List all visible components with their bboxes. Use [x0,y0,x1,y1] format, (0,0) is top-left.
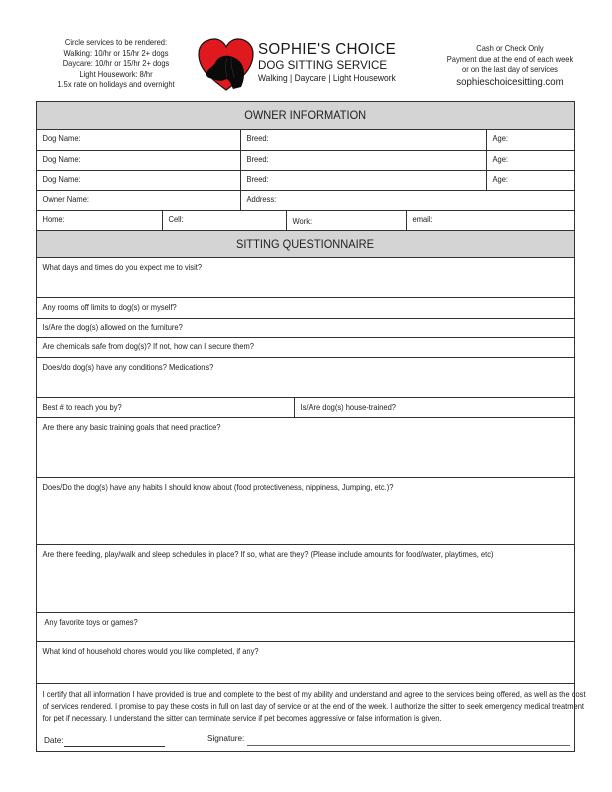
question-household-chores[interactable] [37,642,574,684]
breed-field[interactable] [241,171,487,190]
services-line: Walking: 10/hr or 15/hr 2+ dogs [63,48,169,58]
payment-line: Payment due at the end of each week [446,54,574,64]
question-label: Best # to reach you by? [42,403,122,412]
question-label: Any rooms off limits to dog(s) or myself? [42,303,177,312]
age-field[interactable] [487,130,574,150]
dog-name-label: Dog Name: [42,175,81,184]
brand-title: SOPHIE'S CHOICE [258,41,397,58]
age-field[interactable] [487,151,574,170]
services-line: Light Housework: 8/hr [79,69,153,79]
payment-line: or on the last day of services [462,65,558,75]
dog-name-field[interactable] [37,151,241,170]
website-link[interactable]: sophieschoicesitting.com [456,75,564,88]
work-phone-field[interactable] [287,211,407,230]
brand-block [258,41,418,84]
certification-text: I certify that all information I have provided is true and complete to the best of my ability and understand and agree to the services being offered, as well as the cost of services rendered. I promise to pay these costs in full on last day of service or at the end of the week. I authorize the sitter to seek emergency medical treatment for pet if necessary. I understand the sitter can terminate service if pet becomes aggressive or false information is given. [42,690,586,724]
section-title: SITTING QUESTIONNAIRE [236,237,375,251]
question-label: Is/Are the dog(s) allowed on the furniture? [42,323,183,332]
owner-row [37,191,574,211]
question-habits[interactable] [37,478,574,545]
services-line: Circle services to be rendered: [64,38,168,47]
intake-form [36,101,586,752]
section-title: OWNER INFORMATION [244,108,367,122]
question-label: Are there any basic training goals that need practice? [42,423,221,432]
services-rates [42,38,189,91]
age-label: Age: [492,175,509,184]
payment-info [427,44,593,89]
breed-field[interactable] [241,130,487,150]
question-label: Are there feeding, play/walk and sleep schedules in place? If so, what are they? (Please include amounts for food/water, playtimes, etc) [42,550,494,559]
sitting-questionnaire-header [37,231,574,258]
cell-label: Cell: [168,215,184,224]
contact-row [37,211,574,231]
question-label: Does/Do the dog(s) have any habits I should know about (food protectiveness, nippiness, Jumping, etc.)? [42,483,394,492]
house-trained-field[interactable] [295,398,574,417]
question-schedules[interactable] [37,545,574,613]
brand-tagline: Walking | Daycare | Light Housework [258,72,396,83]
dog-row [37,171,574,191]
question-label: Is/Are dog(s) house-trained? [300,403,396,412]
question-chemicals[interactable] [37,338,574,358]
question-visit-times[interactable] [37,258,574,298]
dog-row [37,130,574,151]
age-field[interactable] [487,171,574,190]
address-label: Address: [246,195,277,204]
owner-name-field[interactable] [37,191,241,210]
question-label: Are chemicals safe from dog(s)? If not, how can I secure them? [42,342,254,351]
address-field[interactable] [241,191,574,210]
home-phone-field[interactable] [37,211,163,230]
heart-dog-icon [197,37,255,93]
contact-housetrained-row [37,398,574,418]
dog-name-label: Dog Name: [42,155,81,164]
breed-label: Breed: [246,134,269,143]
question-rooms-off-limits[interactable] [37,298,574,319]
work-label: Work: [292,217,313,226]
certification-block [37,684,586,753]
email-label: email: [412,215,433,224]
services-line: 1.5x rate on holidays and overnight [57,80,175,90]
services-line: Daycare: 10/hr or 15/hr 2+ dogs [62,59,170,69]
dog-name-field[interactable] [37,130,241,150]
owner-information-header [37,102,574,130]
breed-field[interactable] [241,151,487,170]
question-favorite-toys[interactable] [37,613,574,642]
question-label: Does/do dog(s) have any conditions? Medications? [42,363,214,372]
home-label: Home: [42,215,65,224]
date-label: Date: [44,736,64,745]
question-furniture[interactable] [37,319,574,338]
dog-name-field[interactable] [37,171,241,190]
date-line[interactable] [64,746,165,747]
signature-label: Signature: [207,734,245,743]
question-label: Any favorite toys or games? [44,618,138,627]
age-label: Age: [492,134,509,143]
question-training-goals[interactable] [37,418,574,478]
signature-line[interactable] [247,745,570,746]
payment-line: Cash or Check Only [476,44,544,53]
email-field[interactable] [407,211,574,230]
dog-name-label: Dog Name: [42,134,81,143]
brand-subtitle: DOG SITTING SERVICE [258,58,388,72]
question-conditions[interactable] [37,358,574,398]
breed-label: Breed: [246,155,269,164]
owner-name-label: Owner Name: [42,195,89,204]
question-label: What days and times do you expect me to visit? [42,263,203,272]
breed-label: Breed: [246,175,269,184]
best-contact-field[interactable] [37,398,295,417]
cell-phone-field[interactable] [163,211,287,230]
question-label: What kind of household chores would you like completed, if any? [42,647,259,656]
dog-row [37,151,574,171]
age-label: Age: [492,155,509,164]
